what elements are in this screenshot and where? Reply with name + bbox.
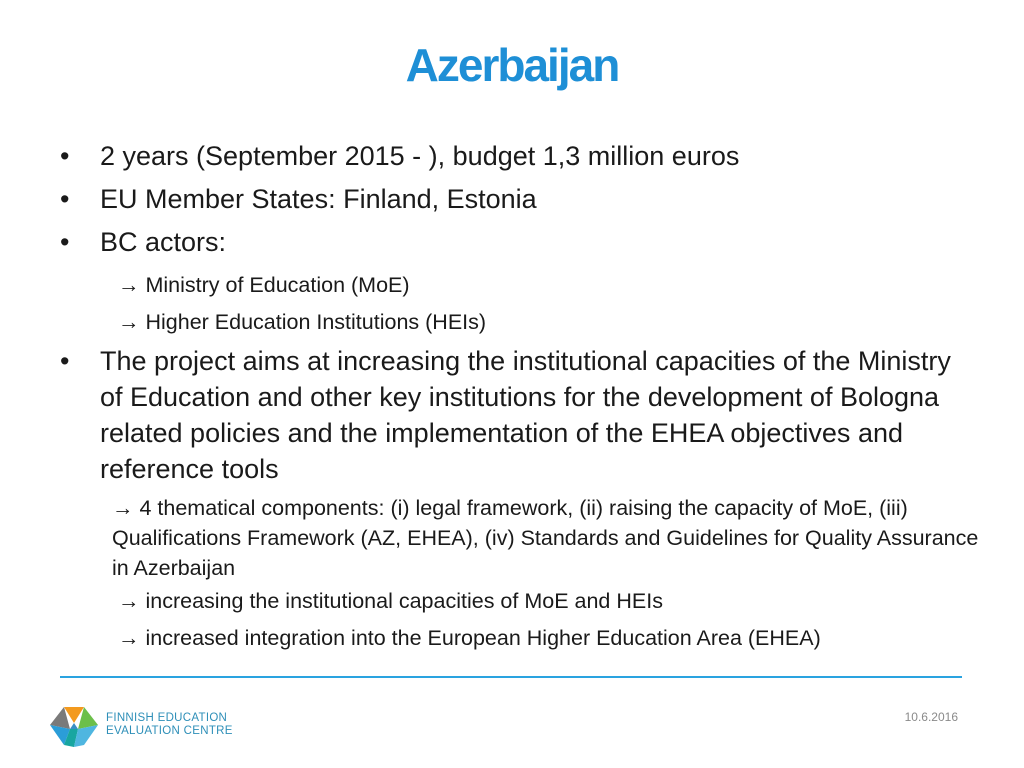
bullet-text: 2 years (September 2015 - ), budget 1,3 million euros	[100, 141, 740, 171]
logo-line-2: EVALUATION CENTRE	[106, 725, 233, 737]
sub-item-components: → 4 thematical components: (i) legal framework, (ii) raising the capacity of MoE, (iii) Qualifications Framework (AZ, EHEA), (iv) Standards and Guidelines for Quality Assurance in Azerbaijan	[112, 496, 979, 580]
sub-item-capacities: → increasing the institutional capacities of MoE and HEIs	[118, 589, 663, 613]
sub-item-heis: → Higher Education Institutions (HEIs)	[118, 310, 487, 334]
bullet-bc-actors	[60, 224, 980, 267]
footer-divider	[60, 676, 962, 678]
bullet-marker: •	[60, 227, 70, 257]
bullet-text: EU Member States: Finland, Estonia	[100, 184, 537, 214]
sub-item-moe: → Ministry of Education (MoE)	[118, 273, 410, 297]
slide-date: 10.6.2016	[904, 710, 958, 724]
logo-text	[106, 712, 233, 738]
bullet-text: BC actors:	[100, 227, 227, 257]
bullet-duration	[60, 138, 980, 181]
bullet-project-aims	[60, 343, 980, 487]
bullet-marker: •	[60, 141, 70, 171]
bullet-marker: •	[60, 184, 70, 214]
slide-content	[60, 138, 980, 657]
karvi-logo-icon	[50, 703, 98, 747]
sub-item-integration: → increased integration into the European Higher Education Area (EHEA)	[118, 626, 821, 650]
bullet-member-states	[60, 181, 980, 224]
bullet-text: The project aims at increasing the institutional capacities of the Ministry of Education and other key institutions for the development of Bologna related policies and the implementation of the EHEA objectives and reference tools	[100, 346, 951, 484]
slide-title: Azerbaijan	[405, 39, 619, 91]
bullet-marker: •	[60, 346, 70, 376]
logo-line-1: FINNISH EDUCATION	[106, 712, 228, 724]
